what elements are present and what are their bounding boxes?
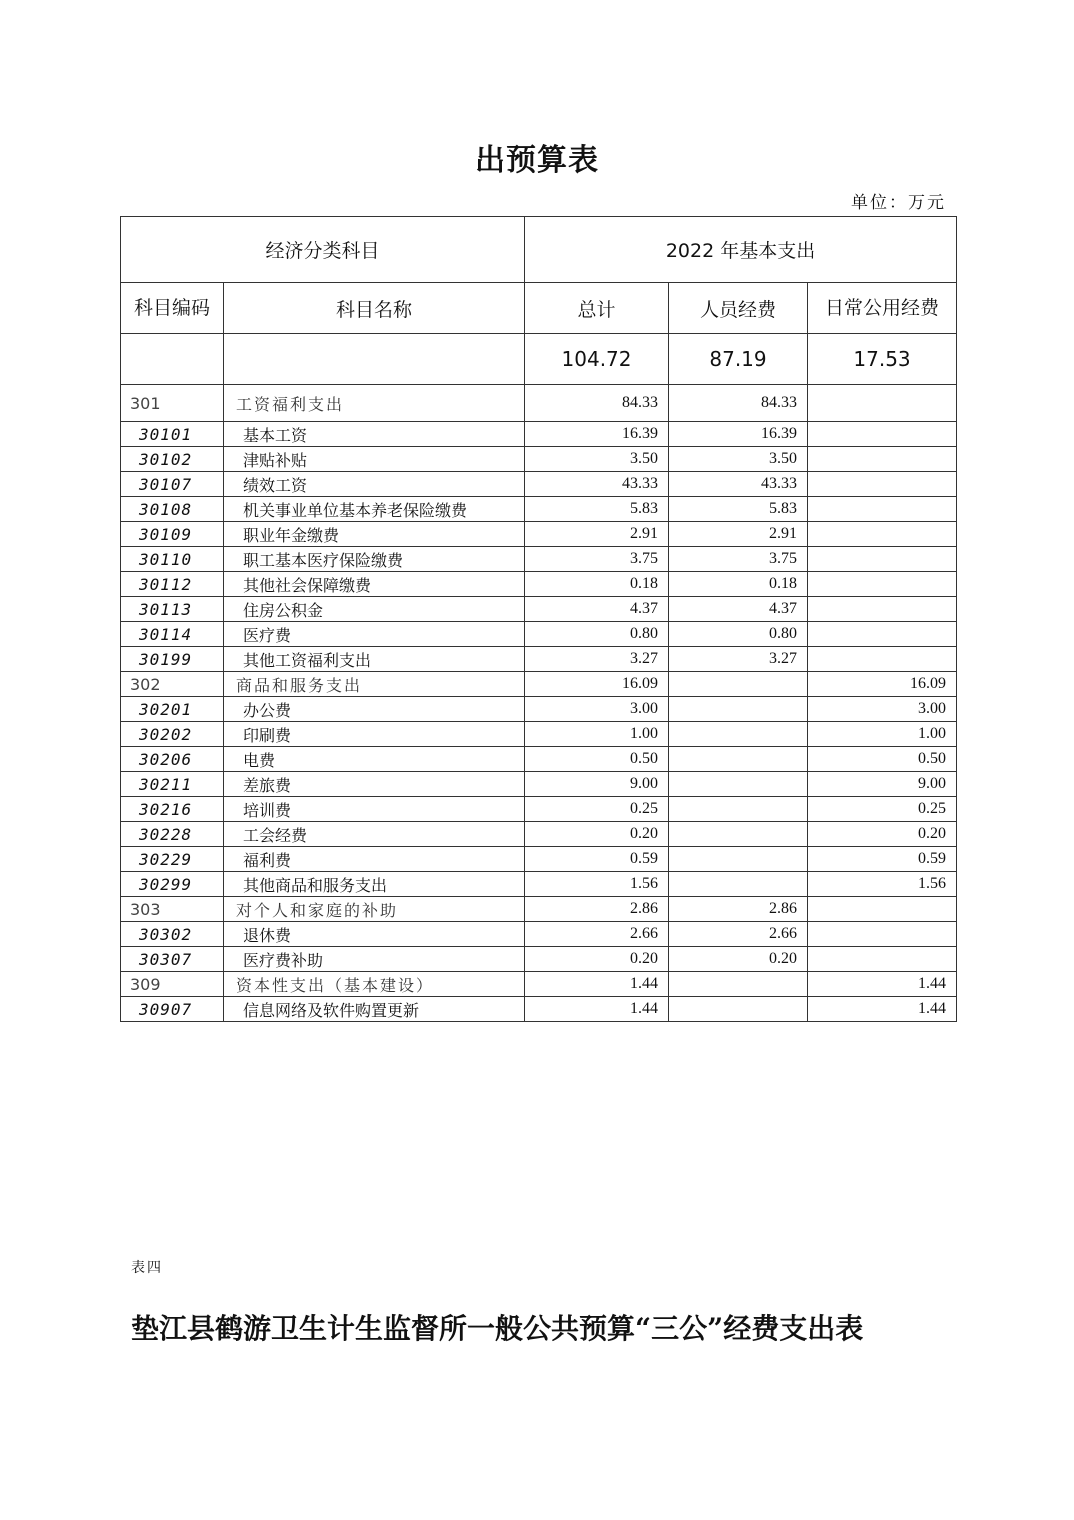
row-total: 3.00	[525, 697, 669, 722]
row-code: 30109	[121, 522, 224, 547]
row-personnel	[669, 997, 808, 1022]
row-public: 0.25	[808, 797, 957, 822]
table-row	[121, 472, 957, 497]
row-total: 5.83	[525, 497, 669, 522]
row-public	[808, 385, 957, 422]
row-code: 30211	[121, 772, 224, 797]
table-row	[121, 385, 957, 422]
row-personnel: 16.39	[669, 422, 808, 447]
row-personnel: 0.18	[669, 572, 808, 597]
row-code: 30216	[121, 797, 224, 822]
row-personnel: 0.80	[669, 622, 808, 647]
row-code: 309	[121, 972, 224, 997]
header-total: 总计	[525, 283, 669, 334]
row-name: 资本性支出（基本建设）	[224, 972, 525, 997]
table-row	[121, 922, 957, 947]
row-public	[808, 622, 957, 647]
row-name: 基本工资	[224, 422, 525, 447]
row-total: 0.80	[525, 622, 669, 647]
table4-label: 表四	[131, 1260, 163, 1276]
row-personnel: 0.20	[669, 947, 808, 972]
row-name: 职业年金缴费	[224, 522, 525, 547]
row-name: 津贴补贴	[224, 447, 525, 472]
row-public	[808, 597, 957, 622]
row-name: 电费	[224, 747, 525, 772]
row-name: 职工基本医疗保险缴费	[224, 547, 525, 572]
row-total: 2.91	[525, 522, 669, 547]
row-public: 1.44	[808, 997, 957, 1022]
row-code: 30110	[121, 547, 224, 572]
header-row-1	[121, 217, 957, 283]
row-personnel	[669, 772, 808, 797]
header-name: 科目名称	[224, 283, 525, 334]
row-name: 机关事业单位基本养老保险缴费	[224, 497, 525, 522]
table-row	[121, 747, 957, 772]
row-name: 差旅费	[224, 772, 525, 797]
row-total: 16.09	[525, 672, 669, 697]
row-name: 其他商品和服务支出	[224, 872, 525, 897]
row-code: 30907	[121, 997, 224, 1022]
row-name: 工资福利支出	[224, 385, 525, 422]
row-personnel: 4.37	[669, 597, 808, 622]
table-row	[121, 672, 957, 697]
row-personnel	[669, 672, 808, 697]
table-row	[121, 897, 957, 922]
table-row	[121, 947, 957, 972]
totals-total: 104.72	[525, 334, 669, 385]
table-row	[121, 972, 957, 997]
row-total: 1.44	[525, 997, 669, 1022]
row-total: 1.44	[525, 972, 669, 997]
row-name: 办公费	[224, 697, 525, 722]
row-public	[808, 922, 957, 947]
row-total: 2.86	[525, 897, 669, 922]
row-personnel	[669, 972, 808, 997]
row-public: 16.09	[808, 672, 957, 697]
table-row	[121, 997, 957, 1022]
row-personnel: 3.75	[669, 547, 808, 572]
header-category: 经济分类科目	[121, 217, 525, 283]
row-total: 9.00	[525, 772, 669, 797]
row-public	[808, 897, 957, 922]
table-row	[121, 572, 957, 597]
row-public	[808, 472, 957, 497]
row-code: 30202	[121, 722, 224, 747]
row-name: 医疗费	[224, 622, 525, 647]
table-row	[121, 822, 957, 847]
row-code: 30201	[121, 697, 224, 722]
row-personnel: 2.66	[669, 922, 808, 947]
row-code: 30113	[121, 597, 224, 622]
table-row	[121, 847, 957, 872]
row-total: 1.00	[525, 722, 669, 747]
row-code: 302	[121, 672, 224, 697]
row-name: 培训费	[224, 797, 525, 822]
row-personnel	[669, 872, 808, 897]
row-name: 医疗费补助	[224, 947, 525, 972]
table-row	[121, 647, 957, 672]
table-row	[121, 797, 957, 822]
row-total: 84.33	[525, 385, 669, 422]
header-year-basic: 2022 年基本支出	[525, 217, 957, 283]
totals-code	[121, 334, 224, 385]
row-code: 30199	[121, 647, 224, 672]
totals-row	[121, 334, 957, 385]
row-total: 3.75	[525, 547, 669, 572]
row-total: 3.50	[525, 447, 669, 472]
table-row	[121, 447, 957, 472]
table-row	[121, 622, 957, 647]
row-code: 30101	[121, 422, 224, 447]
table4-title: 垫江县鹤游卫生计生监督所一般公共预算“三公”经费支出表	[131, 1312, 864, 1345]
row-personnel	[669, 747, 808, 772]
row-code: 30229	[121, 847, 224, 872]
row-public: 0.59	[808, 847, 957, 872]
row-total: 4.37	[525, 597, 669, 622]
table-row	[121, 497, 957, 522]
row-name: 其他工资福利支出	[224, 647, 525, 672]
row-public	[808, 447, 957, 472]
row-personnel	[669, 697, 808, 722]
row-personnel	[669, 822, 808, 847]
table-row	[121, 597, 957, 622]
row-public: 1.00	[808, 722, 957, 747]
row-personnel: 84.33	[669, 385, 808, 422]
table-row	[121, 722, 957, 747]
row-public: 1.44	[808, 972, 957, 997]
row-name: 其他社会保障缴费	[224, 572, 525, 597]
row-total: 0.18	[525, 572, 669, 597]
table-row	[121, 697, 957, 722]
row-code: 30228	[121, 822, 224, 847]
page-title: 出预算表	[475, 143, 599, 178]
totals-public: 17.53	[808, 334, 957, 385]
row-personnel	[669, 847, 808, 872]
row-public	[808, 947, 957, 972]
budget-table	[120, 216, 957, 1022]
row-personnel: 3.27	[669, 647, 808, 672]
row-name: 信息网络及软件购置更新	[224, 997, 525, 1022]
row-personnel: 2.91	[669, 522, 808, 547]
row-code: 303	[121, 897, 224, 922]
row-code: 30107	[121, 472, 224, 497]
row-total: 2.66	[525, 922, 669, 947]
row-code: 30108	[121, 497, 224, 522]
row-public: 0.20	[808, 822, 957, 847]
table-row	[121, 872, 957, 897]
row-total: 1.56	[525, 872, 669, 897]
row-total: 0.25	[525, 797, 669, 822]
table-row	[121, 522, 957, 547]
row-personnel: 43.33	[669, 472, 808, 497]
header-personnel: 人员经费	[669, 283, 808, 334]
row-public	[808, 497, 957, 522]
table-row	[121, 772, 957, 797]
row-public: 0.50	[808, 747, 957, 772]
header-code: 科目编码	[121, 283, 224, 334]
unit-label: 单位：万元	[851, 193, 946, 213]
row-personnel: 2.86	[669, 897, 808, 922]
row-public: 3.00	[808, 697, 957, 722]
row-name: 退休费	[224, 922, 525, 947]
row-name: 商品和服务支出	[224, 672, 525, 697]
row-total: 43.33	[525, 472, 669, 497]
row-code: 30299	[121, 872, 224, 897]
header-row-2	[121, 283, 957, 334]
row-code: 30206	[121, 747, 224, 772]
row-code: 30302	[121, 922, 224, 947]
row-name: 对个人和家庭的补助	[224, 897, 525, 922]
row-total: 0.50	[525, 747, 669, 772]
row-name: 住房公积金	[224, 597, 525, 622]
row-code: 30102	[121, 447, 224, 472]
header-public: 日常公用经费	[808, 283, 957, 334]
totals-personnel: 87.19	[669, 334, 808, 385]
row-public	[808, 522, 957, 547]
row-public	[808, 572, 957, 597]
table-row	[121, 547, 957, 572]
row-name: 绩效工资	[224, 472, 525, 497]
row-public	[808, 422, 957, 447]
row-public: 1.56	[808, 872, 957, 897]
row-total: 3.27	[525, 647, 669, 672]
row-public	[808, 547, 957, 572]
totals-name	[224, 334, 525, 385]
row-personnel: 3.50	[669, 447, 808, 472]
row-personnel: 5.83	[669, 497, 808, 522]
row-total: 16.39	[525, 422, 669, 447]
row-personnel	[669, 797, 808, 822]
row-total: 0.20	[525, 822, 669, 847]
row-public	[808, 647, 957, 672]
row-public: 9.00	[808, 772, 957, 797]
row-code: 30307	[121, 947, 224, 972]
row-name: 工会经费	[224, 822, 525, 847]
row-code: 301	[121, 385, 224, 422]
row-name: 印刷费	[224, 722, 525, 747]
row-name: 福利费	[224, 847, 525, 872]
row-code: 30114	[121, 622, 224, 647]
row-total: 0.20	[525, 947, 669, 972]
row-total: 0.59	[525, 847, 669, 872]
row-code: 30112	[121, 572, 224, 597]
row-personnel	[669, 722, 808, 747]
table-row	[121, 422, 957, 447]
